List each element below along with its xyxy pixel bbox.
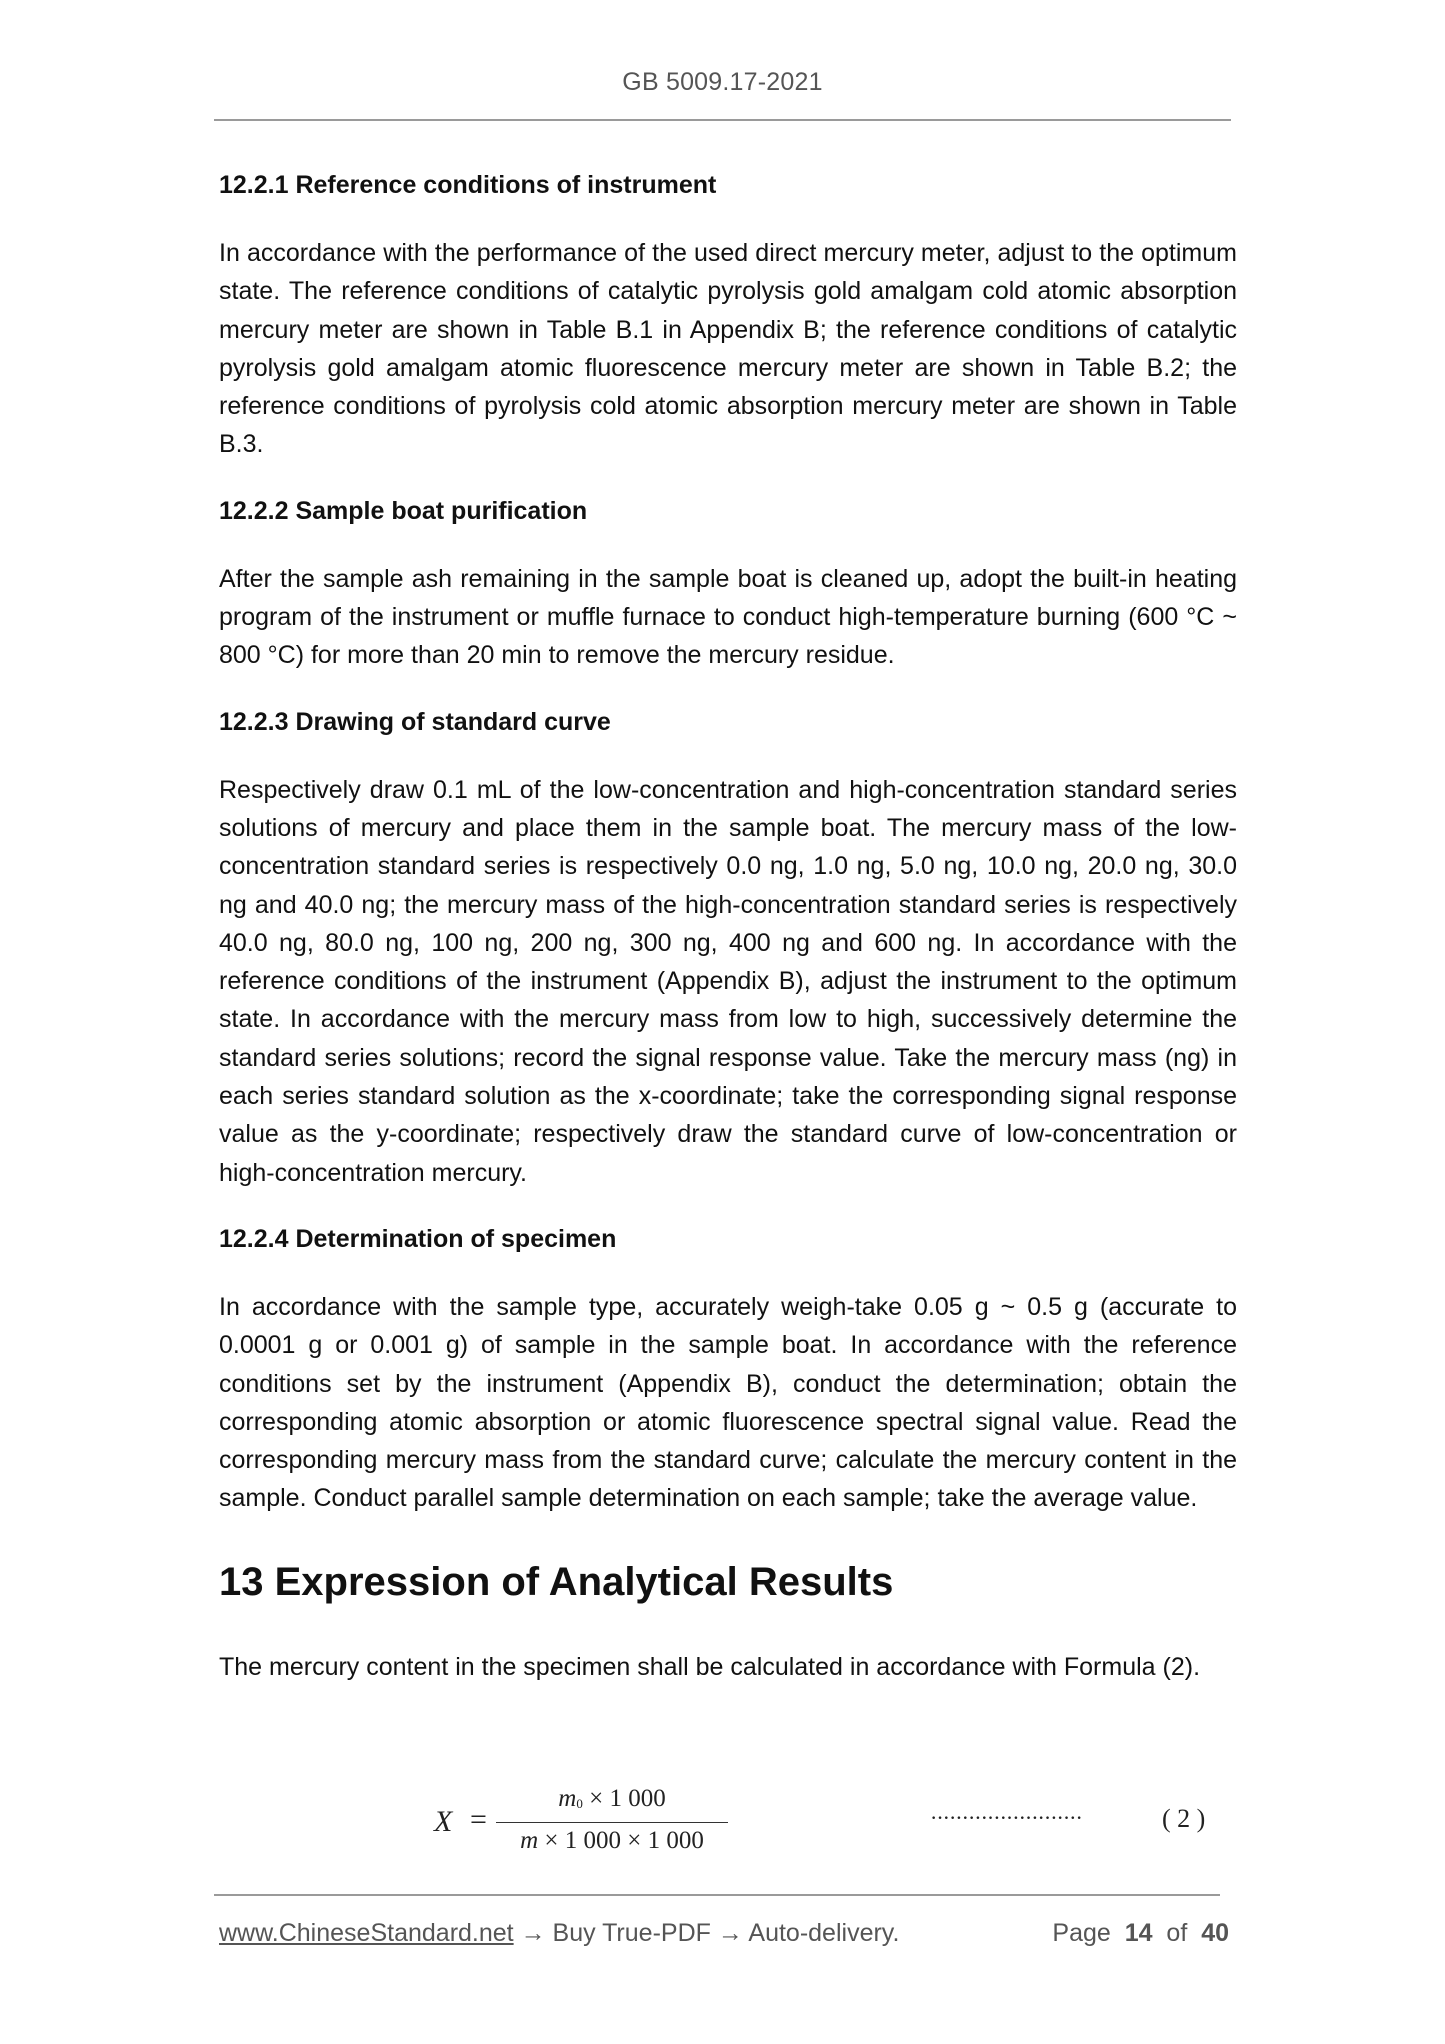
footer-promo: [219, 1919, 899, 1948]
heading-12-2-1: 12.2.1 Reference conditions of instrument: [219, 171, 717, 199]
formula-denominator: [496, 1827, 728, 1855]
page-label: Page: [1052, 1919, 1111, 1947]
paragraph-12-2-4: In accordance with the sample type, accurately weigh-take 0.05 g ~ 0.5 g (accurate to 0.0001 g or 0.001 g) of sample in the sample boat. In accordance with the reference conditions set by the instrument (Appendix B), conduct the determination; obtain the corresponding atomic absorption or atomic fluorescence spectral signal value. Read the corresponding mercury mass from the standard curve; calculate the mercury content in the sample. Conduct parallel sample determination on each sample; take the average value.: [219, 1292, 1237, 1513]
page-content: [219, 166, 1237, 1686]
formula-numerator-var: m: [558, 1785, 577, 1812]
formula-numerator-sub: 0: [576, 1796, 583, 1811]
formula-2: [430, 1785, 1250, 1865]
page-number: [1052, 1919, 1229, 1948]
formula-fraction: [496, 1785, 728, 1865]
formula-denominator-rest: × 1 000 × 1 000: [538, 1827, 704, 1854]
formula-number: ( 2 ): [1162, 1804, 1206, 1833]
page-current: 14: [1124, 1919, 1153, 1947]
heading-13: 13 Expression of Analytical Results: [219, 1559, 894, 1604]
paragraph-12-2-1: In accordance with the performance of the used direct mercury meter, adjust to the optimum state. The reference conditions of catalytic pyrolysis gold amalgam cold atomic absorption mercury meter are shown in Table B.1 in Appendix B; the reference conditions of catalytic pyrolysis gold amalgam atomic fluorescence mercury meter are shown in Table B.2; the reference conditions of pyrolysis cold atomic absorption mercury meter are shown in Table B.3.: [219, 239, 1237, 459]
footer-divider: [214, 1894, 1220, 1896]
formula-fraction-bar: [496, 1822, 728, 1823]
page-footer: [219, 1919, 1229, 1951]
formula-denominator-var: m: [520, 1827, 539, 1854]
page-of: of: [1166, 1919, 1188, 1947]
website-link[interactable]: www.ChineseStandard.net: [219, 1919, 514, 1947]
footer-promo-text: → Buy True-PDF → Auto-delivery.: [513, 1919, 900, 1947]
paragraph-13: The mercury content in the specimen shall be calculated in accordance with Formula (2).: [219, 1652, 1201, 1681]
heading-12-2-3: 12.2.3 Drawing of standard curve: [219, 707, 611, 736]
paragraph-12-2-3: Respectively draw 0.1 mL of the low-concentration and high-concentration standard series solutions of mercury and place them in the sample boat. The mercury mass of the low-concentration standard series is respectively 0.0 ng, 1.0 ng, 5.0 ng, 10.0 ng, 20.0 ng, 30.0 ng and 40.0 ng; the mercury mass of the high-concentration standard series is respectively 40.0 ng, 80.0 ng, 100 ng, 200 ng, 300 ng, 400 ng and 600 ng. In accordance with the reference conditions of the instrument (Appendix B), adjust the instrument to the optimum state. In accordance with the mercury mass from low to high, successively determine the standard series solutions; record the signal response value. Take the mercury mass (ng) in each series standard solution as the x-coordinate; take the corresponding signal response value as the y-coordinate; respectively draw the standard curve of low-concentration or high-concentration mercury.: [219, 775, 1237, 1187]
heading-12-2-4: 12.2.4 Determination of specimen: [219, 1224, 617, 1253]
paragraph-12-2-2: After the sample ash remaining in the sample boat is cleaned up, adopt the built-in heating program of the instrument or muffle furnace to conduct high-temperature burning (600 °C ~ 800 °C) for more than 20 min to remove the mercury residue.: [219, 564, 1237, 670]
formula-dot-leader: ························: [930, 1805, 1082, 1830]
formula-numerator: [496, 1785, 728, 1813]
page-total: 40: [1201, 1919, 1229, 1947]
formula-equals: =: [470, 1803, 487, 1836]
formula-numerator-rest: × 1 000: [582, 1785, 666, 1812]
formula-lhs: X: [434, 1805, 453, 1838]
header-divider: [214, 119, 1231, 121]
heading-12-2-2: 12.2.2 Sample boat purification: [219, 496, 588, 525]
document-id-header: GB 5009.17-2021: [622, 68, 823, 96]
